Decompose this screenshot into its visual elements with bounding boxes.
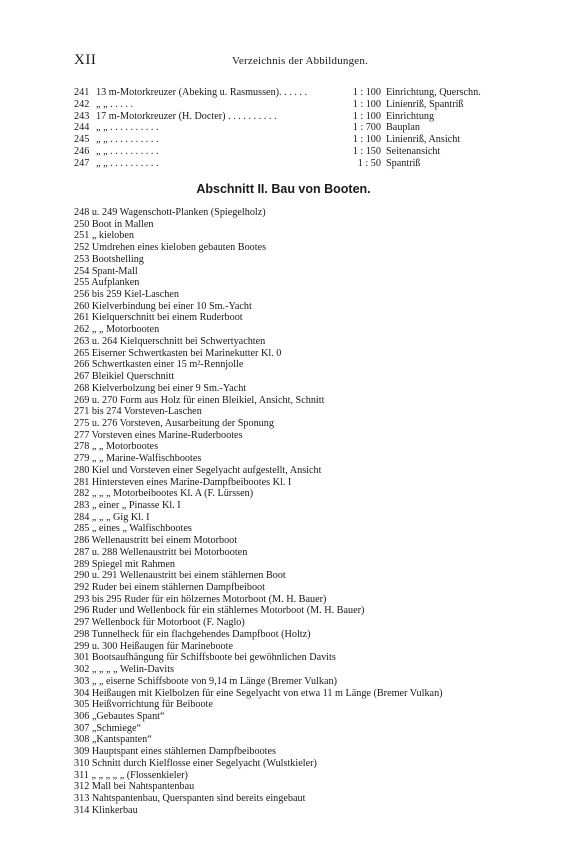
section-entry: 307 „Schmiege“ [74, 722, 142, 734]
entry-number: 241 [74, 87, 90, 98]
entry-scale: 1 : 150 [352, 146, 381, 157]
section-entry: 302 „ „ „ „ Welin-Davits [74, 664, 174, 676]
section-entry: 287 u. 288 Wellenaustritt bei Motorbooten [74, 546, 248, 558]
entry-text: 17 m-Motorkreuzer (H. Docter) . . . . . . . . . . [96, 110, 277, 122]
section-entry: 269 u. 270 Form aus Holz für einen Bleikiel, Ansicht, Schnitt [74, 394, 325, 406]
running-title: Verzeichnis der Abbildungen. [232, 55, 369, 67]
entry-text: „ „ . . . . . . . . . . [96, 157, 159, 169]
entry-text: „ „ . . . . . . . . . . [96, 134, 159, 146]
section-entry: 282 „ „ „ Motorbeibootes Kl. A (F. Lürssen) [74, 488, 254, 500]
section-entry: 260 Kielverbindung bei einer 10 Sm.-Yacht [74, 300, 252, 312]
page-number: XII [74, 52, 97, 68]
section-entry: 261 Kielquerschnitt bei einem Ruderboot [74, 312, 243, 324]
entry-scale: 1 : 700 [352, 122, 381, 134]
section-entry: 292 Ruder bei einem stählernen Dampfbeiboot [74, 582, 265, 594]
section-entry: 254 Spant-Mall [74, 265, 138, 277]
entry-view: Bauplan [386, 122, 420, 134]
section-entry: 289 Spiegel mit Rahmen [74, 558, 176, 570]
section-entry: 275 u. 276 Vorsteven, Ausarbeitung der Sponung [74, 417, 274, 429]
entry-scale: 1 : 100 [352, 87, 381, 98]
entry-view: Spantriß [386, 157, 421, 169]
section-entry: 248 u. 249 Wagenschott-Planken (Spiegelholz) [74, 207, 266, 218]
section-entry: 277 Vorsteven eines Marine-Ruderbootes [74, 429, 243, 441]
section-title: Abschnitt II. Bau von Booten. [196, 182, 371, 196]
section-entry: 293 bis 295 Ruder für ein hölzernes Motorboot (M. H. Bauer) [74, 593, 327, 605]
section-entry: 310 Schnitt durch Kielflosse einer Segelyacht (Wulstkieler) [74, 757, 317, 769]
section-entry: 279 „ „ Marine-Walfischbootes [74, 453, 202, 465]
page-header [74, 52, 514, 72]
entry-text: 13 m-Motorkreuzer (Abeking u. Rasmussen). . . . . . [96, 87, 308, 98]
entry-view: Einrichtung [386, 110, 435, 122]
section-entry: 250 Boot in Mallen [74, 218, 154, 230]
section-entry: 286 Wellenaustritt bei einem Motorboot [74, 535, 238, 547]
section-entry: 281 Hintersteven eines Marine-Dampfbeibootes Kl. I [74, 476, 292, 488]
entry-number: 246 [74, 146, 90, 157]
section-entry: 256 bis 259 Kiel-Laschen [74, 289, 179, 301]
section-entry: 255 Aufplanken [74, 277, 140, 289]
entry-text: „ „ . . . . . . . . . . [96, 122, 159, 134]
section-entry: 298 Tunnelheck für ein flachgehendes Dampfboot (Holtz) [74, 628, 311, 640]
section-entry: 283 „ einer „ Pinasse Kl. I [74, 500, 181, 511]
section-entry: 304 Heißaugen mit Kielbolzen für eine Segelyacht von etwa 11 m Länge (Bremer Vulkan) [74, 687, 443, 699]
section-entry: 308 „Kantspanten“ [74, 734, 152, 746]
section-entry: 306 „Gebautes Spant“ [74, 710, 165, 722]
section-entry: 309 Hauptspant eines stählernen Dampfbeibootes [74, 746, 276, 758]
section-entry: 311 „ „ „ „ „ (Flossenkieler) [74, 769, 188, 781]
section-entry: 314 Klinkerbau [74, 804, 138, 816]
section-entry: 265 Eiserner Schwertkasten bei Marinekutter Kl. 0 [74, 347, 282, 359]
section-entry: 284 „ „ „ Gig Kl. I [74, 511, 150, 523]
section-entry: 299 u. 300 Heißaugen für Marineboote [74, 640, 233, 652]
section-entry: 268 Kielverbolzung bei einer 9 Sm.-Yacht [74, 382, 247, 394]
section-entry: 285 „ eines „ Walfischbootes [74, 523, 192, 535]
section-entry: 262 „ „ Motorbooten [74, 324, 160, 336]
section-entry: 303 „ „ eiserne Schiffsboote von 9,14 m Länge (Bremer Vulkan) [74, 675, 337, 687]
section-entry: 280 Kiel und Vorsteven einer Segelyacht aufgestellt, Ansicht [74, 464, 322, 476]
entry-text: „ „ . . . . . . . . . . [96, 146, 159, 157]
entry-scale: 1 : 100 [352, 110, 381, 122]
section-entry: 301 Bootsaufhängung für Schiffsboote bei gewöhnlichen Davits [74, 652, 336, 664]
section-entry: 263 u. 264 Kielquerschnitt bei Schwertyachten [74, 335, 266, 347]
section-entry: 278 „ „ Motorbootes [74, 441, 159, 453]
entry-view: Einrichtung, Querschn. [386, 87, 481, 98]
entry-scale: 1 : 100 [352, 98, 381, 110]
entry-number: 242 [74, 98, 90, 110]
section-entry: 313 Nahtspantenbau, Querspanten sind bereits eingebaut [74, 793, 306, 804]
entry-text: „ „ . . . . . [96, 98, 134, 110]
section-entry: 312 Mall bei Nahtspantenbau [74, 781, 195, 793]
entry-number: 245 [74, 134, 90, 146]
entry-scale: 1 : 100 [352, 134, 381, 146]
section-entry: 296 Ruder und Wellenbock für ein stählernes Motorboot (M. H. Bauer) [74, 605, 365, 617]
section-entry: 266 Schwertkasten einer 15 m²-Rennjolle [74, 359, 244, 371]
entry-view: Seitenansicht [386, 146, 441, 157]
section-entry: 251 „ kieloben [74, 230, 134, 242]
section-entry: 290 u. 291 Wellenaustritt bei einem stählernen Boot [74, 570, 286, 582]
entry-number: 243 [74, 110, 90, 122]
section-entry: 271 bis 274 Vorsteven-Laschen [74, 406, 202, 418]
entry-number: 244 [74, 122, 90, 134]
section-entry: 253 Bootshelling [74, 253, 144, 265]
section-entry: 297 Wellenbock für Motorboot (F. Naglo) [74, 617, 245, 629]
entry-view: Linienriß, Spantriß [386, 98, 464, 110]
entry-number: 247 [74, 157, 90, 169]
section-entry: 305 Heißvorrichtung für Beiboote [74, 699, 213, 711]
section-entry: 252 Umdrehen eines kieloben gebauten Bootes [74, 242, 267, 254]
entry-scale: 1 : 50 [357, 157, 381, 169]
entry-view: Linienriß, Ansicht [386, 134, 461, 146]
section-entry: 267 Bleikiel Querschnitt [74, 371, 175, 383]
